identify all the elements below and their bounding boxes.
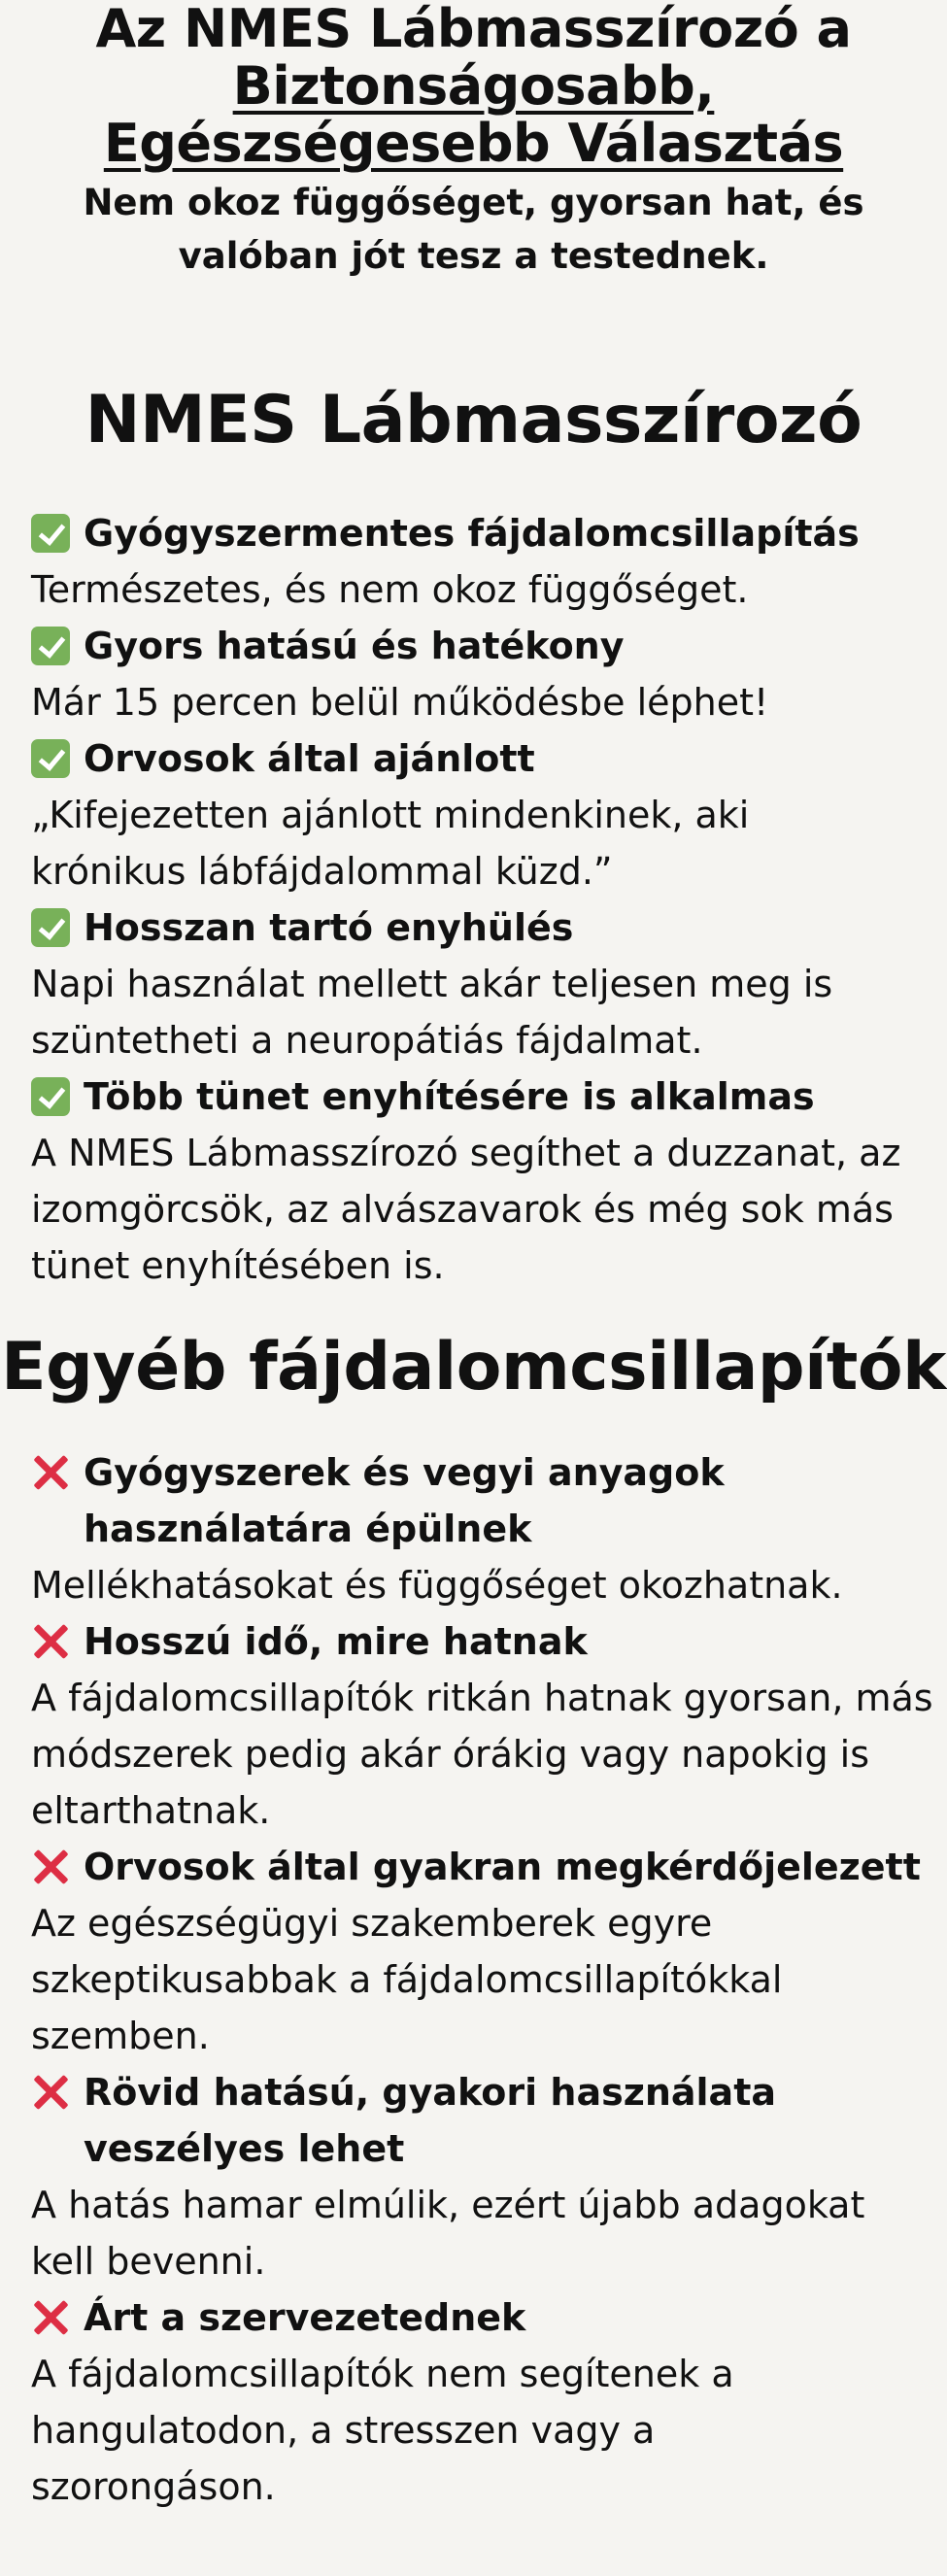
feature-title: Gyógyszermentes fájdalomcsillapítás bbox=[84, 512, 860, 555]
others-section-title: Egyéb fájdalomcsillapítók bbox=[1, 1329, 946, 1406]
feature-desc: A fájdalomcsillapítók nem segítenek a hangulatodon, a stresszen vagy a szorongáson. bbox=[31, 2353, 734, 2508]
nmes-feature-list bbox=[0, 505, 947, 1294]
check-icon bbox=[31, 627, 70, 665]
feature-title: Orvosok által ajánlott bbox=[84, 737, 535, 780]
subheadline: Nem okoz függőséget, gyorsan hat, és valóban jót tesz a testednek. bbox=[83, 182, 864, 277]
feature-title: Hosszú idő, mire hatnak bbox=[84, 1620, 588, 1663]
feature-title: Orvosok által gyakran megkérdőjelezett bbox=[84, 1846, 921, 1888]
others-feature-item bbox=[31, 2064, 947, 2289]
feature-desc: Mellékhatásokat és függőséget okozhatnak. bbox=[31, 1564, 843, 1607]
feature-desc: Az egészségügyi szakemberek egyre szkeptikusabbak a fájdalomcsillapítókkal szemben. bbox=[31, 1902, 783, 2057]
headline-line-1: Az NMES Lábmasszírozó a bbox=[95, 0, 852, 59]
feature-desc: Természetes, és nem okoz függőséget. bbox=[31, 568, 749, 611]
others-feature-list bbox=[0, 1444, 947, 2515]
headline-line-2: Biztonságosabb, bbox=[232, 55, 715, 117]
others-feature-item bbox=[31, 1839, 947, 2064]
feature-title: Több tünet enyhítésére is alkalmas bbox=[84, 1075, 815, 1118]
headline-line-3: Egészségesebb Választás bbox=[103, 113, 844, 174]
nmes-feature-item bbox=[31, 618, 947, 730]
feature-title: Rövid hatású, gyakori használata veszélyes lehet bbox=[84, 2071, 777, 2170]
cross-icon bbox=[31, 1622, 70, 1661]
check-icon bbox=[31, 514, 70, 553]
feature-desc: „Kifejezetten ajánlott mindenkinek, aki krónikus lábfájdalommal küzd.” bbox=[31, 794, 750, 893]
nmes-feature-item bbox=[31, 505, 947, 618]
check-icon bbox=[31, 1077, 70, 1116]
feature-desc: A NMES Lábmasszírozó segíthet a duzzanat, az izomgörcsök, az alvászavarok és még sok más tünet enyhítésében is. bbox=[31, 1132, 901, 1287]
feature-desc: A hatás hamar elmúlik, ezért újabb adagokat kell bevenni. bbox=[31, 2184, 865, 2283]
feature-title: Gyógyszerek és vegyi anyagok használatára épülnek bbox=[84, 1451, 725, 1550]
others-feature-item bbox=[31, 2289, 947, 2515]
cross-icon bbox=[31, 1847, 70, 1886]
check-icon bbox=[31, 739, 70, 778]
nmes-feature-item bbox=[31, 1068, 947, 1294]
others-feature-item bbox=[31, 1613, 947, 1839]
nmes-section-title: NMES Lábmasszírozó bbox=[85, 382, 862, 458]
feature-desc: Napi használat mellett akár teljesen meg is szüntetheti a neuropátiás fájdalmat. bbox=[31, 963, 833, 1062]
feature-desc: A fájdalomcsillapítók ritkán hatnak gyorsan, más módszerek pedig akár órákig vagy napokig is eltarthatnak. bbox=[31, 1677, 933, 1832]
nmes-feature-item bbox=[31, 730, 947, 899]
feature-title: Gyors hatású és hatékony bbox=[84, 625, 625, 667]
check-icon bbox=[31, 908, 70, 947]
headline bbox=[0, 0, 947, 172]
feature-title: Árt a szervezetednek bbox=[84, 2296, 526, 2339]
cross-icon bbox=[31, 1453, 70, 1492]
nmes-feature-item bbox=[31, 899, 947, 1068]
cross-icon bbox=[31, 2073, 70, 2112]
feature-desc: Már 15 percen belül működésbe léphet! bbox=[31, 681, 769, 724]
feature-title: Hosszan tartó enyhülés bbox=[84, 906, 574, 949]
cross-icon bbox=[31, 2298, 70, 2337]
others-feature-item bbox=[31, 1444, 947, 1613]
